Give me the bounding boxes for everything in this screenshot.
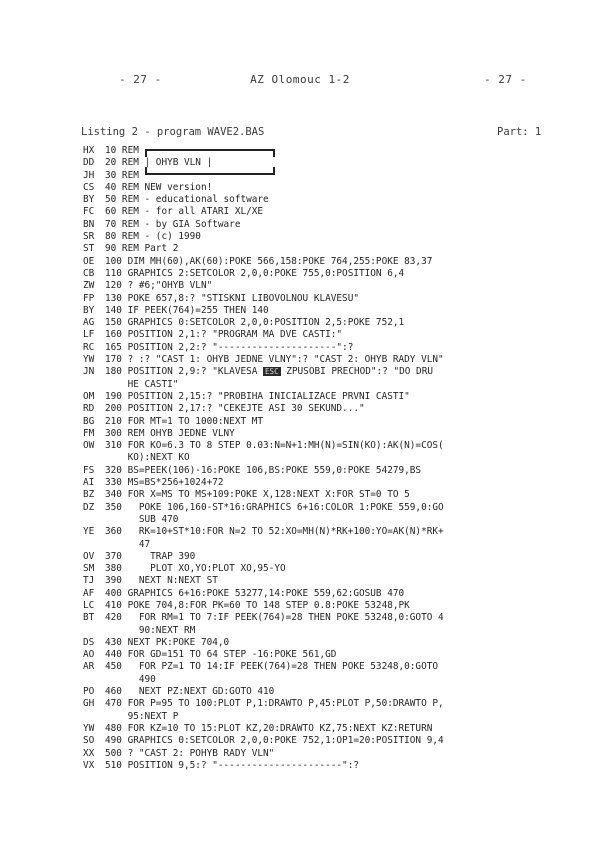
code-line [83, 502, 583, 514]
checksum-tag: LF [83, 329, 95, 341]
code-line [83, 243, 583, 255]
code-text: 80 REM - (c) 1990 [105, 231, 201, 243]
checksum-tag: TJ [83, 575, 95, 587]
checksum-tag: FC [83, 206, 95, 218]
code-line [83, 539, 583, 551]
code-line [83, 416, 583, 428]
checksum-tag: AG [83, 317, 95, 329]
code-line [83, 170, 583, 182]
code-line [83, 649, 583, 661]
checksum-tag: XX [83, 747, 95, 759]
checksum-tag: YE [83, 526, 95, 538]
checksum-tag: SR [83, 231, 95, 243]
code-line [83, 329, 583, 341]
code-line [83, 551, 583, 563]
code-text: 50 REM - educational software [105, 194, 269, 206]
code-text: 70 REM - by GIA Software [105, 218, 241, 230]
code-text: 90:NEXT RM [105, 624, 196, 636]
code-listing [83, 145, 583, 772]
code-text: 370 TRAP 390 [105, 550, 196, 562]
code-line [83, 342, 583, 354]
page-number-right: - 27 - [484, 73, 527, 86]
checksum-tag: DZ [83, 501, 95, 513]
code-text: 190 POSITION 2,15:? "PROBIHA INICIALIZACE PRVNI CASTI" [105, 390, 410, 402]
code-text: 310 FOR KO=6.3 TO 8 STEP 0.03:N=N+1:MH(N)=SIN(KO):AK(N)=COS( [105, 440, 444, 452]
code-line [83, 760, 583, 772]
checksum-tag: CS [83, 181, 95, 193]
code-line [83, 219, 583, 231]
checksum-tag: OM [83, 390, 95, 402]
code-text: 490 [105, 673, 156, 685]
code-line [83, 452, 583, 464]
code-text: 100 DIM MH(60),AK(60):POKE 566,158:POKE 764,255:POKE 83,37 [105, 255, 433, 267]
code-line [83, 723, 583, 735]
code-text: 20 REM | OHYB VLN | [105, 157, 213, 169]
code-text: 430 NEXT PK:POKE 704,0 [105, 636, 230, 648]
checksum-tag: YW [83, 722, 95, 734]
code-line [83, 489, 583, 501]
checksum-tag: CB [83, 267, 95, 279]
checksum-tag: DS [83, 636, 95, 648]
code-line [83, 514, 583, 526]
code-line [83, 317, 583, 329]
page-number-left: - 27 - [119, 73, 162, 86]
code-line [83, 206, 583, 218]
code-line [83, 526, 583, 538]
code-text: 330 MS=BS*256+1024+72 [105, 477, 224, 489]
checksum-tag: LC [83, 599, 95, 611]
checksum-tag: BZ [83, 489, 95, 501]
code-line [83, 698, 583, 710]
code-text: 450 FOR PZ=1 TO 14:IF PEEK(764)=28 THEN POKE 53248,0:GOTO [105, 661, 439, 673]
code-line [83, 280, 583, 292]
checksum-tag: BN [83, 218, 95, 230]
code-text: 150 GRAPHICS 0:SETCOLOR 2,0,0:POSITION 2,5:POKE 752,1 [105, 317, 405, 329]
code-text: HE CASTI" [105, 378, 179, 390]
checksum-tag: ZW [83, 280, 95, 292]
checksum-tag: OW [83, 440, 95, 452]
code-text: 470 FOR P=95 TO 100:PLOT P,1:DRAWTO P,45:PLOT P,50:DRAWTO P, [105, 698, 444, 710]
code-text: 500 ? "CAST 2: POHYB RADY VLN" [105, 747, 275, 759]
code-line [83, 293, 583, 305]
code-text: SUB 470 [105, 513, 179, 525]
code-text: 180 POSITION 2,9:? "KLAVESA [105, 366, 264, 378]
checksum-tag: BG [83, 415, 95, 427]
code-text: 410 POKE 704,8:FOR PK=60 TO 148 STEP 0.8:POKE 53248,PK [105, 599, 410, 611]
listing-title: Listing 2 - program WAVE2.BAS [81, 126, 265, 138]
code-text: 460 NEXT PZ:NEXT GD:GOTO 410 [105, 686, 275, 698]
code-line [83, 748, 583, 760]
code-text: 47 [105, 538, 151, 550]
code-text: 160 POSITION 2,1:? "PROGRAM MA DVE CASTI:" [105, 329, 343, 341]
checksum-tag: JN [83, 366, 95, 378]
code-line [83, 182, 583, 194]
checksum-tag: AO [83, 649, 95, 661]
code-line [83, 588, 583, 600]
code-text: KO):NEXT KO [105, 452, 190, 464]
code-line [83, 403, 583, 415]
code-text: 490 GRAPHICS 0:SETCOLOR 2,0,0:POKE 752,1:OP1=20:POSITION 9,4 [105, 735, 444, 747]
checksum-tag: BT [83, 612, 95, 624]
checksum-tag: RC [83, 341, 95, 353]
code-line [83, 686, 583, 698]
checksum-tag: OV [83, 550, 95, 562]
code-text: 480 FOR KZ=10 TO 15:PLOT KZ,20:DRAWTO KZ,75:NEXT KZ:RETURN [105, 722, 433, 734]
code-line [83, 674, 583, 686]
page-header-title: AZ Olomouc 1-2 [250, 73, 350, 86]
code-text: 60 REM - for all ATARI XL/XE [105, 206, 264, 218]
code-line [83, 366, 583, 378]
checksum-tag: SO [83, 735, 95, 747]
code-text: 30 REM [105, 169, 145, 181]
checksum-tag: GH [83, 698, 95, 710]
code-line [83, 661, 583, 673]
code-text: 380 PLOT XO,YO:PLOT XO,95-YO [105, 563, 286, 575]
code-text: 390 NEXT N:NEXT ST [105, 575, 218, 587]
code-text: 40 REM NEW version! [105, 181, 213, 193]
checksum-tag: AR [83, 661, 95, 673]
code-text: 420 FOR RM=1 TO 7:IF PEEK(764)=28 THEN POKE 53248,0:GOTO 4 [105, 612, 444, 624]
checksum-tag: AF [83, 587, 95, 599]
checksum-tag: AI [83, 477, 95, 489]
checksum-tag: FS [83, 464, 95, 476]
code-line [83, 735, 583, 747]
code-text: 440 FOR GD=151 TO 64 STEP -16:POKE 561,GD [105, 649, 337, 661]
code-line [83, 194, 583, 206]
checksum-tag: ST [83, 243, 95, 255]
rem-frame-bottom [145, 167, 275, 175]
code-text: 320 BS=PEEK(106)-16:POKE 106,BS:POKE 559,0:POKE 54279,BS [105, 464, 422, 476]
code-text: 110 GRAPHICS 2:SETCOLOR 2,0,0:POKE 755,0:POSITION 6,4 [105, 267, 405, 279]
code-text: 165 POSITION 2,2:? "---------------------":? [105, 341, 354, 353]
code-line [83, 563, 583, 575]
code-text: 95:NEXT P [105, 710, 179, 722]
code-text: 210 FOR MT=1 TO 1000:NEXT MT [105, 415, 264, 427]
code-line [83, 354, 583, 366]
code-line [83, 465, 583, 477]
code-line [83, 256, 583, 268]
code-line [83, 440, 583, 452]
checksum-tag: SM [83, 563, 95, 575]
code-line [83, 477, 583, 489]
code-line [83, 600, 583, 612]
code-text: 140 IF PEEK(764)=255 THEN 140 [105, 304, 269, 316]
code-text: 130 POKE 657,8:? "STISKNI LIBOVOLNOU KLAVESU" [105, 292, 359, 304]
code-text: 360 RK=10+ST*10:FOR N=2 TO 52:XO=MH(N)*RK+100:YO=AK(N)*RK+ [105, 526, 444, 538]
checksum-tag: PO [83, 686, 95, 698]
code-text: 170 ? :? "CAST 1: OHYB JEDNE VLNY":? "CAST 2: OHYB RADY VLN" [105, 354, 444, 366]
checksum-tag: VX [83, 759, 95, 771]
code-line [83, 379, 583, 391]
code-line [83, 231, 583, 243]
code-text: 400 GRAPHICS 6+16:POKE 53277,14:POKE 559,62:GOSUB 470 [105, 587, 405, 599]
code-line [83, 637, 583, 649]
checksum-tag: FP [83, 292, 95, 304]
code-line [83, 625, 583, 637]
checksum-tag: DD [83, 157, 95, 169]
checksum-tag: BY [83, 194, 95, 206]
code-text: 90 REM Part 2 [105, 243, 179, 255]
code-line [83, 428, 583, 440]
rem-frame-top [145, 149, 275, 157]
code-line [83, 391, 583, 403]
code-text: 300 REM OHYB JEDNE VLNY [105, 427, 235, 439]
code-line [83, 268, 583, 280]
checksum-tag: HX [83, 145, 95, 156]
code-line [83, 145, 583, 157]
inverse-key-label: ESC [265, 367, 279, 377]
part-label: Part: 1 [497, 126, 542, 138]
code-text: 120 ? #6;"OHYB VLN" [105, 280, 213, 292]
code-line [83, 711, 583, 723]
checksum-tag: JH [83, 169, 95, 181]
code-text: 200 POSITION 2,17:? "CEKEJTE ASI 30 SEKUND..." [105, 403, 365, 415]
code-text: 350 POKE 106,160-ST*16:GRAPHICS 6+16:COLOR 1:POKE 559,0:GO [105, 501, 444, 513]
code-text: 340 FOR X=MS TO MS+109:POKE X,128:NEXT X:FOR ST=0 TO 5 [105, 489, 410, 501]
checksum-tag: BY [83, 304, 95, 316]
code-line [83, 305, 583, 317]
code-line [83, 575, 583, 587]
checksum-tag: OE [83, 255, 95, 267]
checksum-tag: RD [83, 403, 95, 415]
checksum-tag: FM [83, 427, 95, 439]
checksum-tag: YW [83, 354, 95, 366]
code-text: 10 REM [105, 145, 145, 156]
code-line [83, 612, 583, 624]
code-text-continued: ZPUSOBI PRECHOD":? "DO DRU [280, 366, 433, 378]
code-text: 510 POSITION 9,5:? "----------------------":? [105, 759, 359, 771]
